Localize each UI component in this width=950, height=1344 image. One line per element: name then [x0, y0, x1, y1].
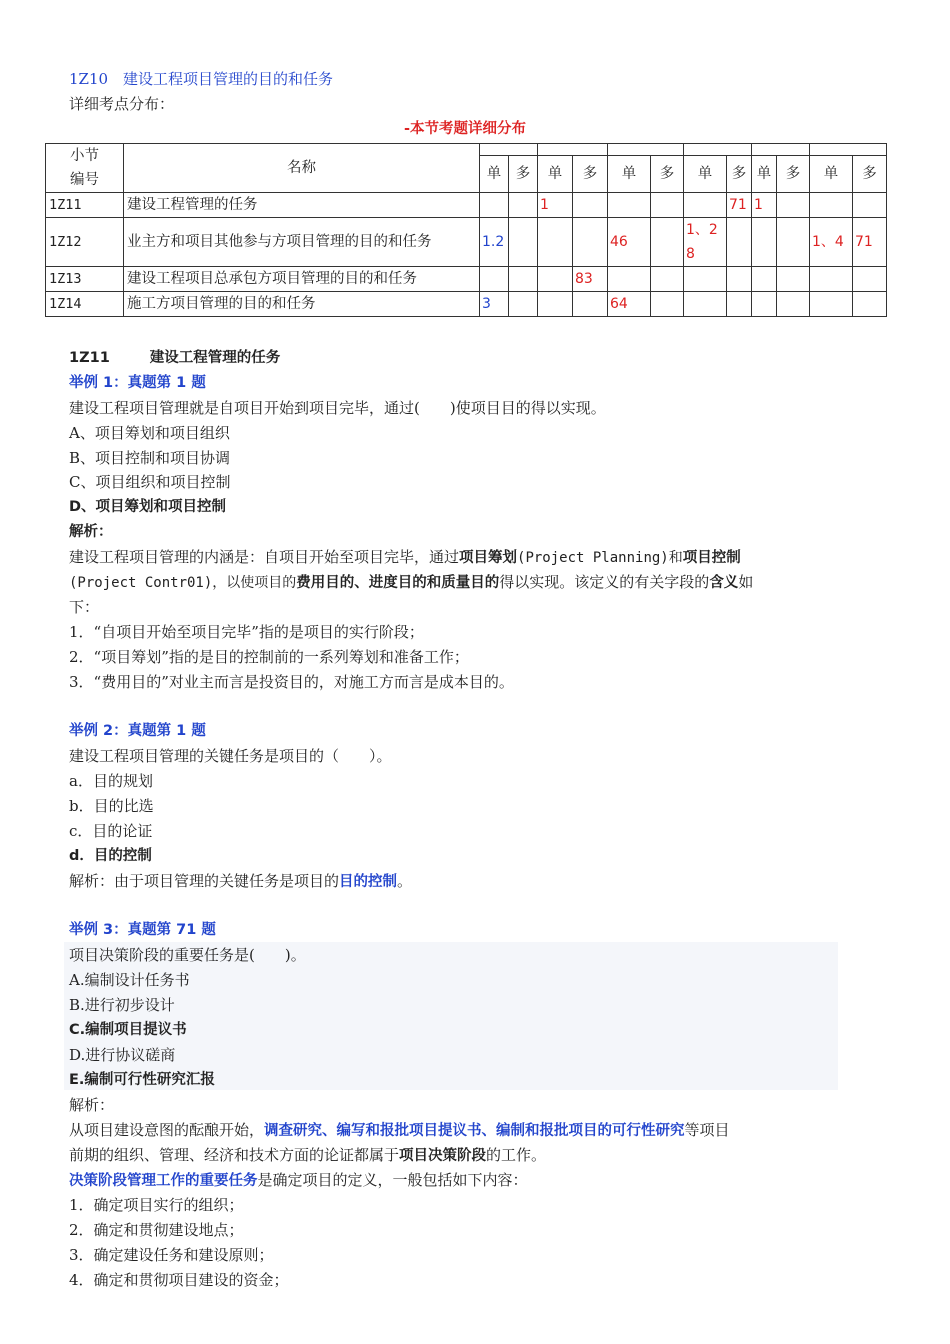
row-cell [651, 292, 684, 317]
col-label-10: 单 [810, 156, 853, 193]
head-section-no: 小节 编号 [46, 144, 124, 193]
example-3-item-1: 1．确定项目实行的组织； [69, 1196, 244, 1214]
col-label-0: 单 [480, 156, 509, 193]
row-cell: 1.2 [480, 218, 509, 267]
example-2-analysis: 解析：由于项目管理的关键任务是项目的目的控制。 [69, 872, 413, 890]
example-3-analysis-label: 解析： [69, 1096, 115, 1114]
row-cell [727, 218, 752, 267]
row-cell: 71 [727, 193, 752, 218]
example-1-analysis-line-2: (Project Contr01)，以使项目的费用目的、进度目的和质量目的得以实现。该定义的有关字段的含义如 [69, 573, 754, 591]
example-2-label: 举例 2：真题第 1 题 [69, 723, 206, 739]
example-3-item-4: 4．确定和贯彻项目建设的资金； [69, 1271, 289, 1289]
col-label-9: 多 [777, 156, 810, 193]
example-3-option-e: E.编制可行性研究汇报 [69, 1072, 215, 1088]
row-cell [608, 193, 651, 218]
row-cell [853, 193, 887, 218]
col-label-4: 单 [608, 156, 651, 193]
row-cell [509, 193, 538, 218]
example-1-option-c: C、项目组织和项目控制 [69, 473, 231, 491]
example-1-analysis-line-1: 建设工程项目管理的内涵是：自项目开始至项目完毕，通过项目筹划(Project Planning)和项目控制 [69, 548, 741, 566]
example-3-analysis-line-1: 从项目建设意图的酝酿开始，调查研究、编写和报批项目提议书、编制和报批项目的可行性研究等项目 [69, 1121, 730, 1139]
row-cell [509, 292, 538, 317]
example-1-option-a: A、项目筹划和项目组织 [69, 424, 230, 442]
row-cell: 1、4 [810, 218, 853, 267]
row-cell [752, 292, 777, 317]
row-cell [853, 292, 887, 317]
example-3-item-2: 2．确定和贯彻建设地点； [69, 1221, 244, 1239]
row-cell [651, 218, 684, 267]
distribution-table [45, 143, 887, 317]
row-cell [777, 267, 810, 292]
col-label-5: 多 [651, 156, 684, 193]
row-cell: 46 [608, 218, 651, 267]
row-cell [573, 292, 608, 317]
row-cell [777, 218, 810, 267]
sub-title: 建设工程管理的任务 [149, 350, 281, 366]
row-cell [777, 193, 810, 218]
table-top-row [46, 144, 887, 156]
row-cell [651, 193, 684, 218]
example-2-option-a: a．目的规划 [69, 772, 153, 790]
row-cell: 1、28 [684, 218, 727, 267]
example-1-option-b: B、项目控制和项目协调 [69, 449, 231, 467]
example-1-label: 举例 1：真题第 1 题 [69, 375, 206, 391]
row-cell [777, 292, 810, 317]
example-2-question: 建设工程项目管理的关键任务是项目的（ ）。 [69, 747, 392, 765]
col-label-7: 多 [727, 156, 752, 193]
row-cell [509, 267, 538, 292]
example-3-analysis-line-2: 前期的组织、管理、经济和技术方面的论证都属于项目决策阶段的工作。 [69, 1146, 547, 1164]
sub-heading [69, 346, 280, 370]
example-3-option-a: A.编制设计任务书 [69, 971, 190, 989]
example-3-label: 举例 3：真题第 71 题 [69, 922, 216, 938]
row-cell [853, 267, 887, 292]
row-cell [810, 193, 853, 218]
example-1-analysis-label: 解析： [69, 524, 113, 540]
col-label-2: 单 [538, 156, 573, 193]
example-1-question: 建设工程项目管理就是自项目开始到项目完毕，通过( )使项目目的得以实现。 [69, 399, 606, 417]
example-3-option-b: B.进行初步设计 [69, 996, 175, 1014]
row-name: 施工方项目管理的目的和任务 [124, 292, 480, 317]
col-label-3: 多 [573, 156, 608, 193]
sub-code: 1Z11 [69, 350, 110, 366]
row-cell: 71 [853, 218, 887, 267]
row-cell [727, 292, 752, 317]
example-3-item-3: 3．确定建设任务和建设原则； [69, 1246, 274, 1264]
example-1-analysis-line-3: 下： [69, 598, 100, 616]
row-code: 1Z12 [46, 218, 124, 267]
row-cell: 64 [608, 292, 651, 317]
row-cell [684, 292, 727, 317]
row-name: 业主方和项目其他参与方项目管理的目的和任务 [124, 218, 480, 267]
row-cell [538, 218, 573, 267]
row-cell [810, 267, 853, 292]
row-cell [509, 218, 538, 267]
example-3-analysis-line-3: 决策阶段管理工作的重要任务是确定项目的定义，一般包括如下内容： [69, 1171, 528, 1189]
example-1-item-2: 2．“项目筹划”指的是目的控制前的一系列筹划和准备工作； [69, 648, 469, 666]
row-cell [752, 267, 777, 292]
col-label-1: 多 [509, 156, 538, 193]
table-row [46, 292, 887, 317]
section-subtitle: 详细考点分布： [69, 95, 175, 113]
table-row [46, 193, 887, 218]
col-label-6: 单 [684, 156, 727, 193]
section-title: 1Z10 建设工程项目管理的目的和任务 [69, 70, 334, 88]
row-code: 1Z14 [46, 292, 124, 317]
example-2-option-c: c．目的论证 [69, 822, 153, 840]
row-code: 1Z13 [46, 267, 124, 292]
row-cell [480, 267, 509, 292]
col-label-11: 多 [853, 156, 887, 193]
row-cell: 3 [480, 292, 509, 317]
table-row [46, 267, 887, 292]
row-cell [727, 267, 752, 292]
table-caption: -本节考题详细分布 [403, 121, 527, 137]
example-1-item-3: 3．“费用目的”对业主而言是投资目的，对施工方而言是成本目的。 [69, 673, 514, 691]
row-cell [538, 292, 573, 317]
row-cell [810, 292, 853, 317]
col-label-8: 单 [752, 156, 777, 193]
row-cell [573, 193, 608, 218]
table-row [46, 218, 887, 267]
row-cell: 1 [538, 193, 573, 218]
row-cell [651, 267, 684, 292]
row-name: 建设工程项目总承包方项目管理的目的和任务 [124, 267, 480, 292]
example-1-answer: D、项目筹划和项目控制 [69, 499, 227, 515]
row-cell [538, 267, 573, 292]
example-3-option-c: C.编制项目提议书 [69, 1022, 187, 1038]
row-code: 1Z11 [46, 193, 124, 218]
example-3-question: 项目决策阶段的重要任务是( )。 [69, 946, 306, 964]
row-name: 建设工程管理的任务 [124, 193, 480, 218]
example-2-answer: d．目的控制 [69, 848, 152, 864]
row-cell [573, 218, 608, 267]
row-cell [752, 218, 777, 267]
row-cell: 1 [752, 193, 777, 218]
head-name: 名称 [124, 144, 480, 193]
row-cell [480, 193, 509, 218]
row-cell: 83 [573, 267, 608, 292]
row-cell [684, 267, 727, 292]
example-2-option-b: b．目的比选 [69, 797, 154, 815]
example-3-option-d: D.进行协议磋商 [69, 1046, 176, 1064]
example-1-item-1: 1．“自项目开始至项目完毕”指的是项目的实行阶段； [69, 623, 424, 641]
row-cell [608, 267, 651, 292]
row-cell [684, 193, 727, 218]
